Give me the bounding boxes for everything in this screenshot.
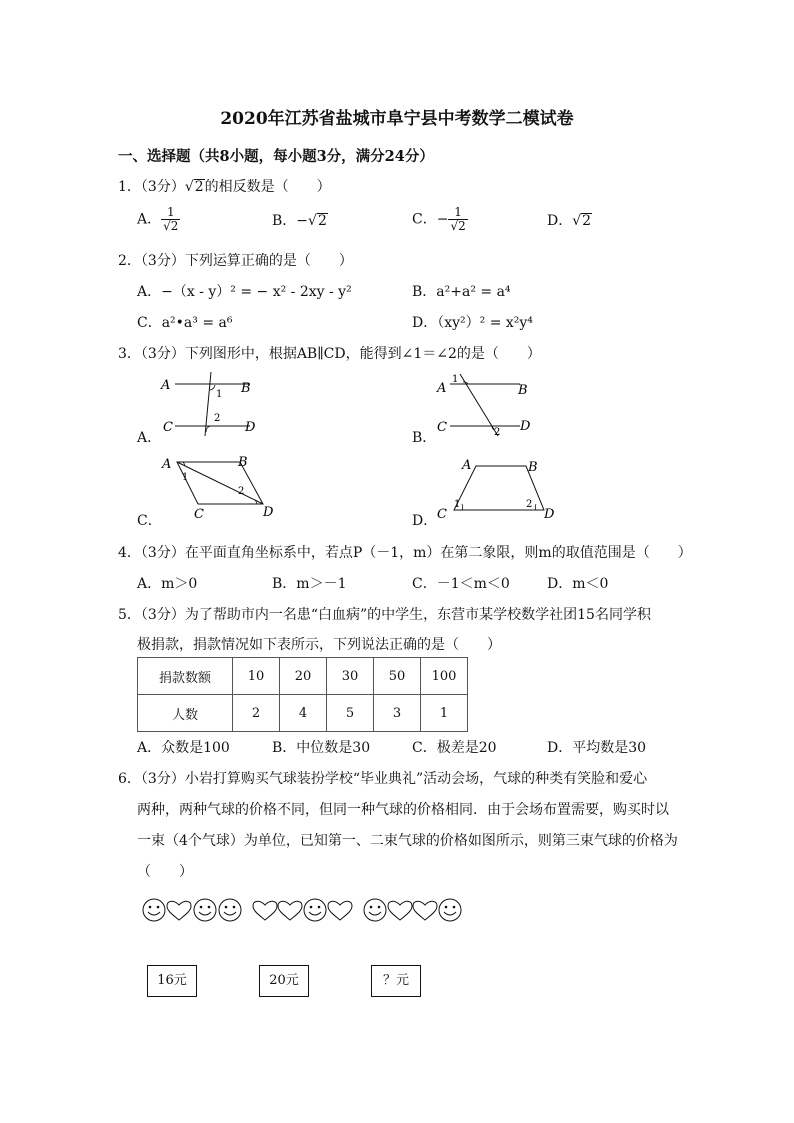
angle-1: 1: [454, 499, 461, 510]
sqrt-symbol: √2: [184, 179, 204, 195]
minus-sign: −: [296, 213, 309, 229]
q2-option-c: C．a²•a³ = a⁶: [137, 315, 233, 331]
smile-balloon-icon: [364, 899, 386, 921]
numerator: 1: [454, 205, 462, 219]
q3-option-a: A．: [137, 430, 162, 446]
sqrt-symbol: √2: [308, 213, 327, 229]
q3-option-d: D．: [412, 513, 438, 529]
label-c: C: [437, 507, 447, 522]
figure-c: [155, 452, 285, 522]
question-4: 4．（3分）在平面直角坐标系中，若点P（－1，m）在第二象限，则m的取值范围是（ ）: [118, 545, 692, 561]
q1-option-c: [412, 206, 468, 233]
table-header-cell: 人数: [138, 695, 233, 732]
radicand: 2: [317, 213, 327, 229]
q5-option-d: D．平均数是30: [547, 740, 647, 756]
price-box-2: 20元: [259, 965, 309, 997]
radicand: 2: [582, 213, 592, 229]
heart-balloon-icon: [388, 901, 412, 920]
figure-b: [430, 370, 550, 438]
q5-option-b: B．中位数是30: [272, 740, 371, 756]
question-6-line3: 一束（4个气球）为单位，已知第一、二束气球的价格如图所示，则第三束气球的价格为: [137, 833, 678, 849]
option-label: D．: [547, 213, 573, 229]
table-cell: 20: [280, 658, 327, 695]
q1-prefix: 1．（3分）: [118, 179, 185, 195]
denominator: √2: [450, 219, 466, 233]
table-cell: 1: [421, 695, 468, 732]
donation-table: [137, 657, 468, 732]
balloon-bundles: [138, 894, 468, 926]
table-cell: 100: [421, 658, 468, 695]
angle-1: 1: [216, 389, 223, 400]
radicand: 2: [458, 219, 466, 233]
fraction: [448, 206, 467, 233]
q1-option-a: [137, 206, 180, 233]
label-a: A: [161, 378, 171, 393]
table-header-cell: 捐款数额: [138, 658, 233, 695]
table-cell: 10: [233, 658, 280, 695]
table-cell: 4: [280, 695, 327, 732]
q5-option-a: A．众数是100: [137, 740, 230, 756]
angle-2: 2: [494, 427, 501, 438]
q2-option-b: B．a²+a² = a⁴: [412, 284, 511, 300]
table-row: [138, 658, 468, 695]
label-d: D: [245, 420, 256, 435]
q1-suffix: 的相反数是（ ）: [204, 179, 331, 195]
question-5-line1: 5．（3分）为了帮助市内一名患“白血病”的中学生，东营市某学校数学社团15名同学积: [118, 607, 651, 623]
label-c: C: [163, 420, 173, 435]
table-cell: 30: [327, 658, 374, 695]
smile-balloon-icon: [439, 899, 461, 921]
minus-sign: −: [436, 211, 449, 228]
q1-option-b: [272, 210, 328, 230]
question-5-line2: 极捐款，捐款情况如下表所示，下列说法正确的是（ ）: [137, 637, 501, 653]
bundle-1: [143, 899, 241, 921]
angle-2: 2: [526, 499, 533, 510]
q2-option-a: A．−（x - y）² = − x² - 2xy - y²: [137, 284, 352, 300]
smile-balloon-icon: [219, 899, 241, 921]
label-a: A: [462, 458, 472, 473]
heart-balloon-icon: [328, 901, 352, 920]
sqrt-symbol: √2: [572, 213, 592, 229]
section-heading: 一、选择题（共8小题，每小题3分，满分24分）: [118, 148, 434, 165]
table-row: [138, 695, 468, 732]
price-box-1: 16元: [147, 965, 197, 997]
angle-2: 2: [214, 413, 221, 424]
question-2: 2．（3分）下列运算正确的是（ ）: [118, 253, 353, 269]
label-b: B: [528, 460, 538, 475]
label-b: B: [518, 383, 528, 398]
q5-option-c: C．极差是20: [412, 740, 497, 756]
q1-radicand: 2: [194, 179, 204, 195]
option-label: A．: [137, 211, 162, 228]
q1-option-d: [547, 210, 592, 230]
denominator: √2: [163, 219, 179, 233]
label-c: C: [437, 420, 447, 435]
q2-option-d: D．（xy²）² = x²y⁴: [412, 315, 533, 331]
label-d: D: [263, 505, 274, 520]
price-box-3: ？元: [371, 965, 421, 997]
heart-balloon-icon: [413, 901, 437, 920]
label-b: B: [241, 381, 251, 396]
option-label: C．: [412, 211, 437, 228]
fraction: [161, 206, 180, 233]
heart-balloon-icon: [167, 901, 191, 920]
label-a: A: [162, 457, 172, 472]
angle-1: 1: [182, 472, 189, 483]
label-d: D: [520, 419, 531, 434]
q3-option-c: C．: [137, 513, 162, 529]
table-cell: 5: [327, 695, 374, 732]
figure-d: [430, 452, 560, 522]
figure-a: [155, 370, 275, 438]
radicand: 2: [170, 219, 179, 233]
q4-option-d: D．m＜0: [547, 576, 609, 592]
question-6-line1: 6．（3分）小岩打算购买气球装扮学校“毕业典礼”活动会场，气球的种类有笑脸和爱心: [118, 771, 648, 787]
heart-balloon-icon: [278, 901, 302, 920]
smile-balloon-icon: [304, 899, 326, 921]
label-a: A: [437, 381, 447, 396]
smile-balloon-icon: [143, 899, 165, 921]
question-6-line2: 两种，两种气球的价格不同，但同一种气球的价格相同．由于会场布置需要，购买时以: [137, 802, 669, 818]
bundle-3: [364, 899, 461, 921]
table-cell: 2: [233, 695, 280, 732]
smile-balloon-icon: [194, 899, 216, 921]
q4-option-b: B．m＞－1: [272, 576, 347, 592]
question-6-line4: （ ）: [137, 864, 193, 880]
page-title: 2020年江苏省盐城市阜宁县中考数学二模试卷: [220, 109, 574, 129]
question-1: [118, 176, 331, 196]
heart-balloon-icon: [253, 901, 277, 920]
label-d: D: [544, 507, 555, 522]
angle-1: 1: [452, 374, 459, 385]
option-label: B．: [272, 213, 297, 229]
label-c: C: [194, 507, 204, 522]
table-cell: 50: [374, 658, 421, 695]
angle-2: 2: [238, 486, 245, 497]
bundle-2: [253, 899, 352, 921]
table-cell: 3: [374, 695, 421, 732]
q4-option-a: A．m＞0: [137, 576, 198, 592]
q4-option-c: C．－1＜m＜0: [412, 576, 510, 592]
q3-option-b: B．: [412, 430, 437, 446]
numerator: 1: [166, 205, 175, 219]
label-b: B: [238, 455, 248, 470]
question-3: 3．（3分）下列图形中，根据AB∥CD，能得到∠1＝∠2的是（ ）: [118, 346, 541, 362]
